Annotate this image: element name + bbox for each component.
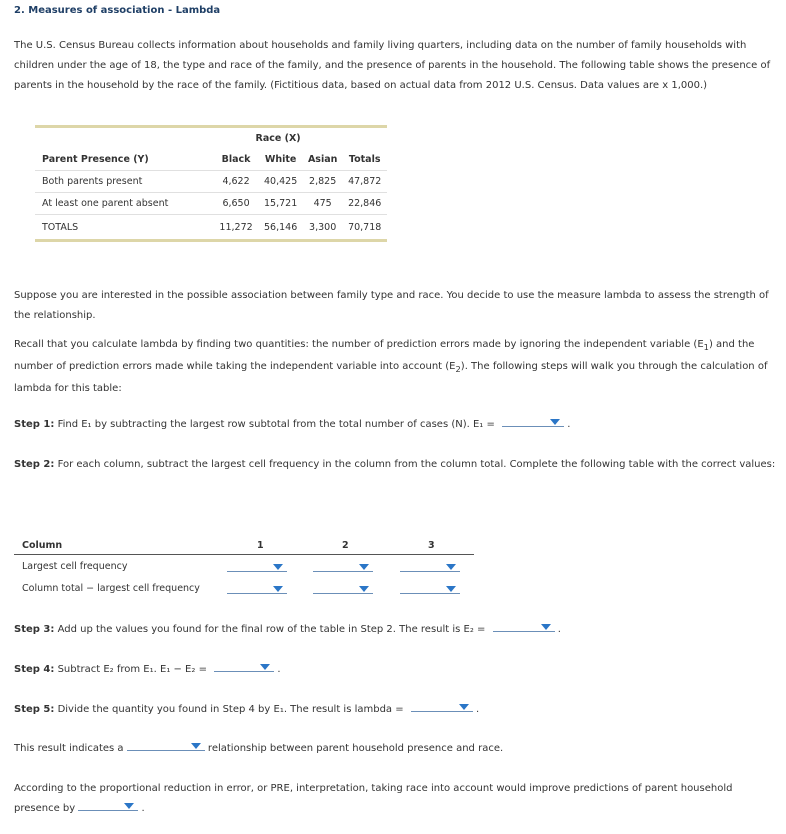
intro-paragraph: The U.S. Census Bureau collects information about households and family living quarters, including data on the number of family households with children under the age of 18, the type and race of the family, and the presence of parents in the household. The following table shows the presence of parents in the household by the race of the family. (Fictitious data, based on actual data from 2012 U.S. Census. Data values are x 1,000.)	[14, 40, 771, 91]
chevron-down-icon	[446, 564, 456, 570]
chevron-down-icon	[541, 624, 551, 630]
step5-lambda-dropdown[interactable]	[411, 700, 473, 712]
page-title: 2. Measures of association - Lambda	[14, 5, 221, 16]
result-line: This result indicates a relationship between parent household presence and race.	[14, 739, 778, 759]
table-row: At least one parent absent 6,650 15,721 475 22,846	[35, 193, 387, 215]
step1-line: Step 1: Find E₁ by subtracting the largest row subtotal from the total number of cases (N). E₁ = .	[14, 415, 778, 435]
step2-table	[14, 538, 474, 599]
col-header-white: White	[258, 149, 303, 171]
recall-paragraph: Recall that you calculate lambda by finding two quantities: the number of prediction errors made by ignoring the independent variable $(E_1)$ and the number of prediction errors made while taking the independent variable into account $(E_2)$. The following steps will walk you through the calculation of lambda for this table:	[14, 339, 768, 394]
chevron-down-icon	[459, 704, 469, 710]
step4-difference-dropdown[interactable]	[214, 660, 274, 672]
chevron-down-icon	[446, 586, 456, 592]
col3-largest-dropdown[interactable]	[400, 560, 460, 572]
col-header-totals: Totals	[342, 149, 387, 171]
column-3-header: 3	[428, 540, 435, 551]
step4-line: Step 4: Subtract E₂ from E₁. E₁ − E₂ = .	[14, 660, 778, 680]
col1-difference-dropdown[interactable]	[227, 582, 287, 594]
col2-difference-dropdown[interactable]	[313, 582, 373, 594]
relationship-strength-dropdown[interactable]	[127, 739, 205, 751]
row-header: Parent Presence (Y)	[35, 149, 214, 171]
chevron-down-icon	[359, 586, 369, 592]
step2-line: Step 2: For each column, subtract the largest cell frequency in the column from the column total. Complete the following table with the correct values:	[14, 459, 776, 470]
pre-paragraph: According to the proportional reduction in error, or PRE, interpretation, taking race into account would improve predictions of parent household presence by .	[14, 783, 733, 814]
table-row: Both parents present 4,622 40,425 2,825 47,872	[35, 171, 387, 193]
pre-improvement-dropdown[interactable]	[78, 799, 138, 811]
race-parent-table	[35, 125, 387, 242]
column-1-header: 1	[257, 540, 264, 551]
chevron-down-icon	[124, 803, 134, 809]
col-header-asian: Asian	[303, 149, 342, 171]
suppose-paragraph: Suppose you are interested in the possible association between family type and race. You decide to use the measure lambda to assess the strength of the relationship.	[14, 290, 769, 321]
col3-difference-dropdown[interactable]	[400, 582, 460, 594]
table-row: Largest cell frequency	[14, 555, 474, 577]
chevron-down-icon	[273, 586, 283, 592]
table-row: TOTALS 11,272 56,146 3,300 70,718	[35, 215, 387, 241]
step5-line: Step 5: Divide the quantity you found in Step 4 by E₁. The result is lambda = .	[14, 700, 778, 720]
chevron-down-icon	[359, 564, 369, 570]
col1-largest-dropdown[interactable]	[227, 560, 287, 572]
chevron-down-icon	[191, 743, 201, 749]
column-2-header: 2	[342, 540, 349, 551]
chevron-down-icon	[260, 664, 270, 670]
column-label: Column	[22, 540, 63, 551]
chevron-down-icon	[550, 419, 560, 425]
race-group-header: Race (X)	[255, 133, 301, 144]
step1-e1-dropdown[interactable]	[502, 415, 564, 427]
col-header-black: Black	[214, 149, 259, 171]
table-row: Column total − largest cell frequency	[14, 577, 474, 599]
chevron-down-icon	[273, 564, 283, 570]
step3-line: Step 3: Add up the values you found for the final row of the table in Step 2. The result is E₂ = .	[14, 620, 778, 640]
col2-largest-dropdown[interactable]	[313, 560, 373, 572]
step3-e2-dropdown[interactable]	[493, 620, 555, 632]
